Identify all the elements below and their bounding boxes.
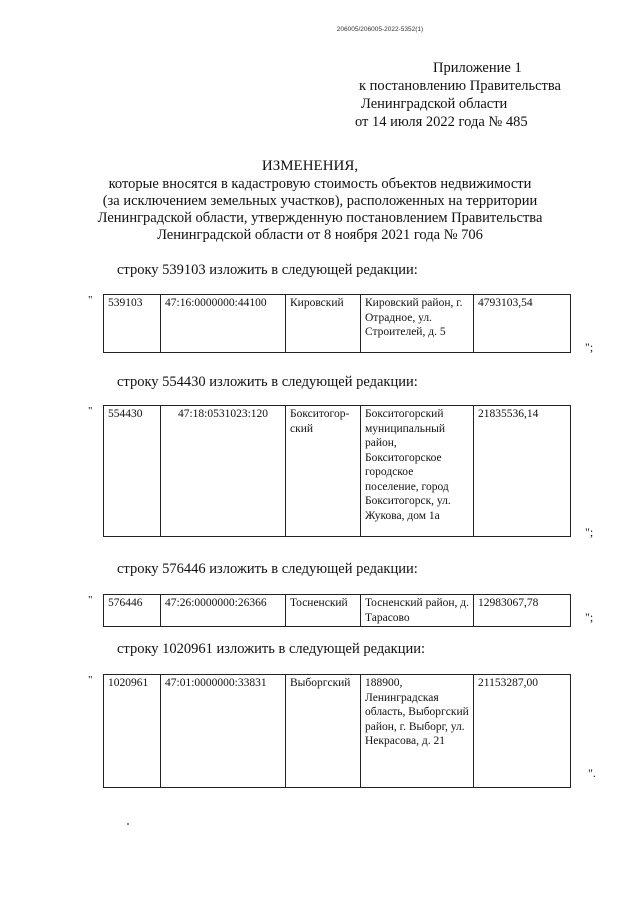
table-row: [104, 675, 571, 788]
replacement-row-table: [103, 674, 571, 788]
replacement-row-table: [103, 594, 571, 627]
title-line: Ленинградской области, утвержденную постановлением Правительства: [97, 210, 543, 226]
cadastral-number-cell: 47:26:0000000:26366: [161, 595, 286, 627]
close-quote: ";: [585, 525, 594, 539]
row-number-cell: 554430: [104, 406, 161, 537]
table-row: [104, 295, 571, 353]
open-quote: ": [88, 594, 93, 606]
cadastral-value-cell: 4793103,54: [474, 295, 571, 353]
open-quote: ": [88, 405, 93, 417]
title-heading: ИЗМЕНЕНИЯ,: [261, 158, 359, 174]
section-instruction: строку 1020961 изложить в следующей редакции:: [117, 641, 425, 657]
cadastral-number-cell: 47:01:0000000:33831: [161, 675, 286, 788]
annex-region: Ленинградской области: [361, 96, 508, 112]
open-quote: ": [88, 674, 93, 686]
document-id: 206005/206005-2022-5352(1): [336, 26, 424, 33]
replacement-row-table: [103, 294, 571, 353]
close-quote: ";: [585, 610, 594, 624]
table-row: [104, 406, 571, 537]
address-cell: 188900, Ленинградская область, Выборгский район, г. Выборг, ул. Некрасова, д. 21: [361, 675, 474, 788]
row-number-cell: 1020961: [104, 675, 161, 788]
annex-reference: к постановлению Правительства: [359, 78, 561, 94]
annex-title: Приложение 1: [433, 60, 522, 76]
section-instruction: строку 554430 изложить в следующей редакции:: [117, 374, 418, 390]
close-quote: ";: [585, 340, 594, 354]
cadastral-number-cell: 47:16:0000000:44100: [161, 295, 286, 353]
cadastral-value-cell: 12983067,78: [474, 595, 571, 627]
title-line: Ленинградской области от 8 ноября 2021 года № 706: [157, 227, 483, 243]
table-row: [104, 595, 571, 627]
section-instruction: строку 539103 изложить в следующей редакции:: [117, 262, 418, 278]
document-title: [0, 157, 640, 244]
title-line: (за исключением земельных участков), расположенных на территории: [102, 193, 538, 209]
cadastral-value-cell: 21835536,14: [474, 406, 571, 537]
open-quote: ": [88, 294, 93, 306]
district-cell: Выборгский: [286, 675, 361, 788]
address-cell: Кировский район, г. Отрадное, ул. Строителей, д. 5: [361, 295, 474, 353]
annex-date: от 14 июля 2022 года № 485: [355, 114, 528, 130]
row-number-cell: 576446: [104, 595, 161, 627]
cadastral-number-cell: 47:18:0531023:120: [161, 406, 286, 537]
title-description: [0, 176, 640, 244]
address-cell: Бокситогорский муниципальный район, Бокситогорское городское поселение, город Бокситогорск, ул. Жукова, дом 1а: [361, 406, 474, 537]
title-line: которые вносятся в кадастровую стоимость объектов недвижимости: [108, 176, 532, 192]
district-cell: Кировский: [286, 295, 361, 353]
annex-header: [355, 59, 595, 131]
district-cell: Бокситогор-ский: [286, 406, 361, 537]
address-cell: Тосненский район, д. Тарасово: [361, 595, 474, 627]
scan-speck: [127, 823, 129, 825]
cadastral-value-cell: 21153287,00: [474, 675, 571, 788]
replacement-row-table: [103, 405, 571, 537]
section-instruction: строку 576446 изложить в следующей редакции:: [117, 561, 418, 577]
row-number-cell: 539103: [104, 295, 161, 353]
close-quote: ".: [588, 766, 596, 780]
district-cell: Тосненский: [286, 595, 361, 627]
